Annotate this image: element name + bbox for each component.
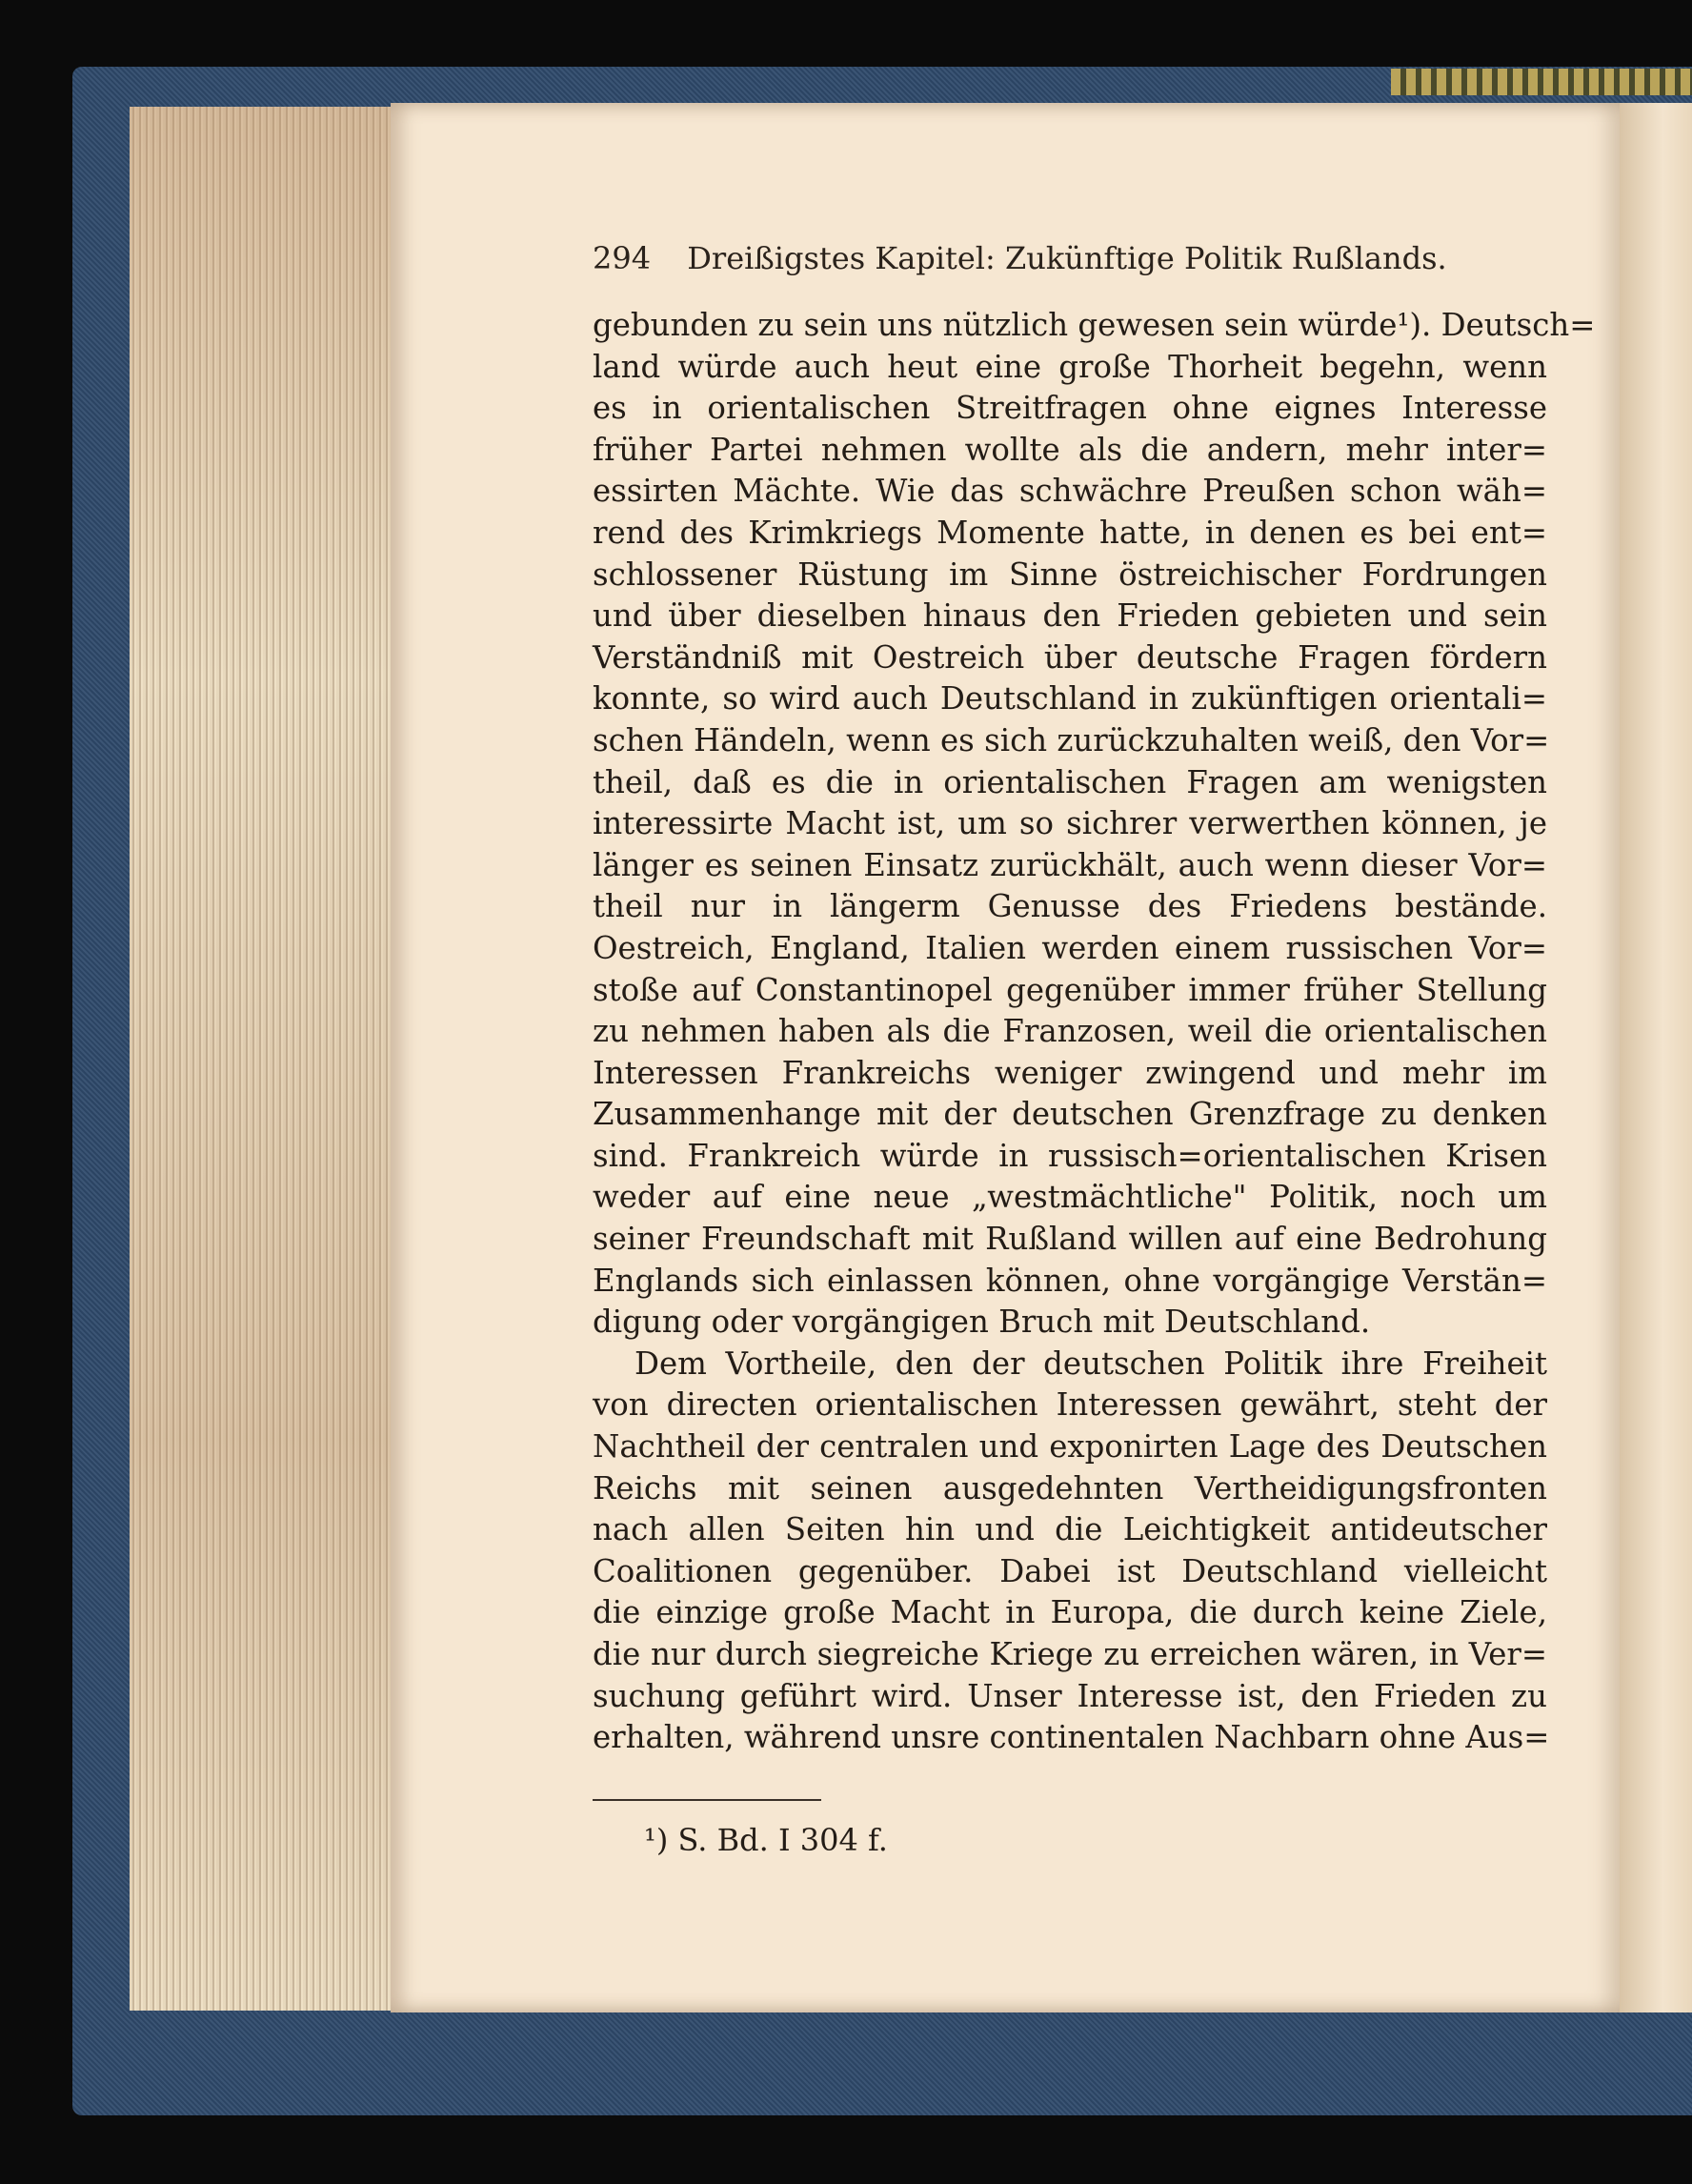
- text-line: die nur durch siegreiche Kriege zu erreichen wären, in Ver=: [593, 1636, 1547, 1672]
- text-line: suchung geführt wird. Unser Interesse ist, den Frieden zu: [593, 1677, 1547, 1714]
- facing-page-gutter: [1620, 103, 1692, 2012]
- text-line: theil, daß es die in orientalischen Fragen am wenigsten: [593, 763, 1547, 800]
- text-line: die einzige große Macht in Europa, die durch keine Ziele,: [593, 1594, 1547, 1631]
- text-line: Oestreich, England, Italien werden einem russischen Vor=: [593, 929, 1547, 966]
- footnote-rule: [593, 1799, 821, 1801]
- running-header: [593, 240, 1447, 276]
- spine-trim: [1391, 69, 1692, 95]
- text-line: Nachtheil der centralen und exponirten Lage des Deutschen: [593, 1428, 1547, 1466]
- text-line: früher Partei nehmen wollte als die andern, mehr inter=: [593, 431, 1547, 468]
- text-line: Englands sich einlassen können, ohne vorgängige Verstän=: [593, 1262, 1547, 1299]
- text-line: rend des Krimkriegs Momente hatte, in denen es bei ent=: [593, 514, 1547, 551]
- text-line: seiner Freundschaft mit Rußland willen auf eine Bedrohung: [593, 1221, 1547, 1258]
- text-line: gebunden zu sein uns nützlich gewesen sein würde¹). Deutsch=: [593, 307, 1596, 343]
- text-line: schlossener Rüstung im Sinne östreichischer Fordrungen: [593, 556, 1547, 593]
- text-line: Zusammenhange mit der deutschen Grenzfrage zu denken: [593, 1096, 1547, 1133]
- body-text: [593, 305, 1596, 1759]
- text-line: Interessen Frankreichs weniger zwingend und mehr im: [593, 1054, 1547, 1091]
- text-line: Coalitionen gegenüber. Dabei ist Deutschland vielleicht: [593, 1552, 1547, 1589]
- page-edges: [130, 107, 406, 2011]
- footnote: ¹) S. Bd. I 304 f.: [644, 1822, 888, 1858]
- text-line: schen Händeln, wenn es sich zurückzuhalten weiß, den Vor=: [593, 721, 1550, 758]
- text-line: weder auf eine neue „westmächtliche" Politik, noch um: [593, 1179, 1547, 1216]
- text-line: zu nehmen haben als die Franzosen, weil die orientalischen: [593, 1013, 1547, 1050]
- text-line-paragraph-start: Dem Vortheile, den der deutschen Politik ihre Freiheit: [634, 1345, 1547, 1382]
- text-line: theil nur in längerm Genusse des Friedens bestände.: [593, 888, 1547, 925]
- page-number: 294: [593, 240, 652, 276]
- text-line: stoße auf Constantinopel gegenüber immer früher Stellung: [593, 971, 1547, 1008]
- text-line-paragraph-end: digung oder vorgängigen Bruch mit Deutschland.: [593, 1304, 1371, 1341]
- text-line: länger es seinen Einsatz zurückhält, auch wenn dieser Vor=: [593, 846, 1547, 883]
- text-line: essirten Mächte. Wie das schwächre Preußen schon wäh=: [593, 473, 1547, 510]
- text-line: erhalten, während unsre continentalen Nachbarn ohne Aus=: [593, 1719, 1550, 1756]
- text-line: sind. Frankreich würde in russisch=orientalischen Krisen: [593, 1137, 1547, 1174]
- text-line: es in orientalischen Streitfragen ohne eignes Interesse: [593, 390, 1547, 427]
- text-line: interessirte Macht ist, um so sichrer verwerthen können, je: [593, 805, 1547, 842]
- text-line: Reichs mit seinen ausgedehnten Vertheidigungsfronten: [593, 1469, 1547, 1507]
- text-line: und über dieselben hinaus den Frieden gebieten und sein: [593, 597, 1547, 635]
- text-line: von directen orientalischen Interessen gewährt, steht der: [593, 1386, 1547, 1424]
- text-line: konnte, so wird auch Deutschland in zukünftigen orientali=: [593, 680, 1547, 718]
- running-title: Dreißigstes Kapitel: Zukünftige Politik Rußlands.: [687, 240, 1447, 276]
- text-line: land würde auch heut eine große Thorheit begehn, wenn: [593, 348, 1547, 385]
- text-line: Verständniß mit Oestreich über deutsche Fragen fördern: [593, 638, 1547, 676]
- text-line: nach allen Seiten hin und die Leichtigkeit antideutscher: [593, 1511, 1547, 1548]
